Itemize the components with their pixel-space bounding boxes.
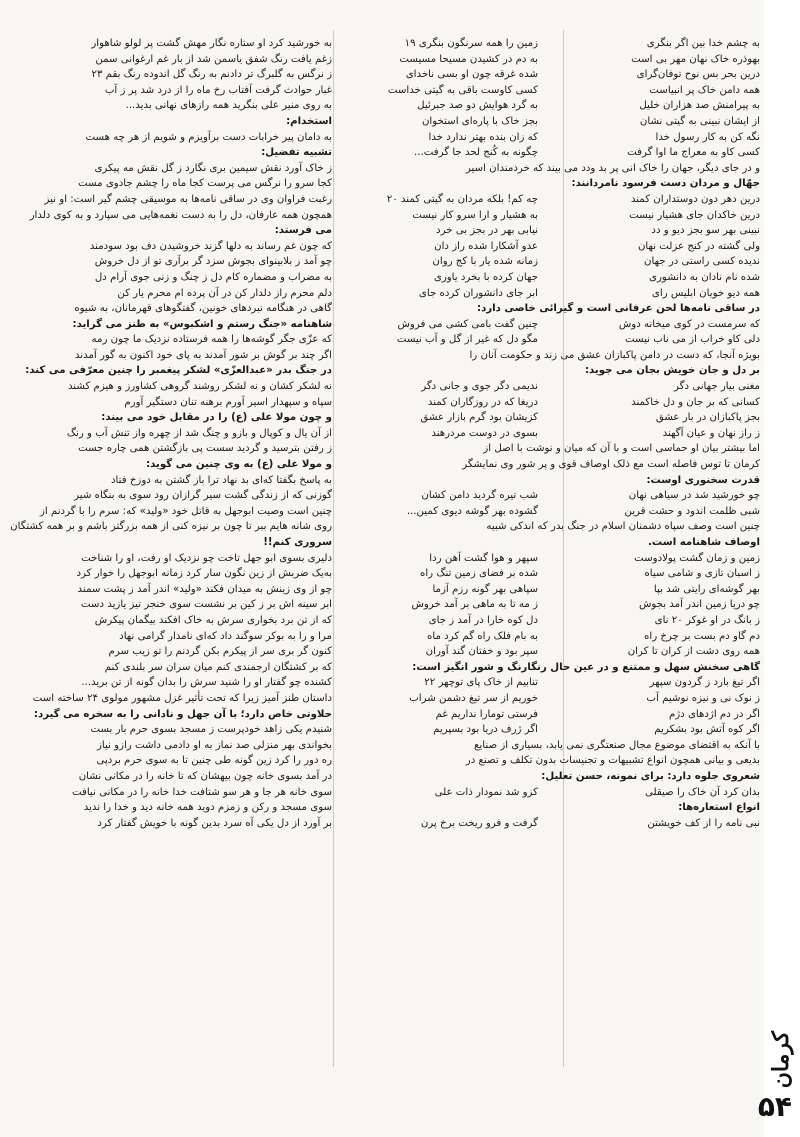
- text-line: بدیعی و بیانی همچون انواع تشبیهات و تجنیسات بدون تکلف و تصنع در: [465, 755, 760, 767]
- text-line: بدان کرد آن خاک را صیقلی: [644, 786, 760, 798]
- text-line: [338, 457, 538, 473]
- text-line: دلیری بسوی ابو جهل تاخت چو نزدیک او رفت، او را شناخت: [81, 552, 332, 564]
- text-column-middle: [338, 36, 538, 1077]
- text-line: خوریم از سر تیغ دشمن شراب: [409, 692, 538, 704]
- text-line: سپهر و هوا گشت آهن ردا: [429, 552, 538, 564]
- text-line: چه کم! بلکه مردان به گیتی کمند ۲۰: [386, 193, 538, 205]
- text-line: کسانی که بر جان و دل خاکمند: [631, 396, 760, 408]
- text-line: زغم یافت رنگ شفق یاسمن شد از بار غم ارغوانی سمن: [95, 53, 332, 65]
- text-line: چو دریا زمین اندر آمد بجوش: [638, 599, 760, 611]
- text-line: [338, 441, 538, 457]
- text-line: بجز خاک با پاره‌ای استخوان: [421, 115, 538, 127]
- text-line: انواع استعاره‌ها:: [678, 802, 760, 814]
- text-line: چنین است وصف سپاه دشمنان اسلام در جنگ بدر که اندکی شبیه: [486, 521, 760, 533]
- text-line: [338, 660, 538, 676]
- text-line: از ایشان نبینی به گیتی نشان: [639, 115, 760, 127]
- column-divider: [563, 30, 564, 1067]
- text-line: سروری کنم!!: [263, 537, 332, 548]
- text-line: همچون همه عارفان، دل را به دست نغمه‌هایی می سپارد و به کوی دلدار: [29, 209, 332, 221]
- text-line: چگونه به کُنج لحد جا گرفت...: [414, 147, 538, 159]
- text-line: کزو شد نمودار ذات علی: [434, 786, 538, 798]
- text-line: چو آمد ز بلابینوای بجوش سزد گر برآری تو از دل خروش: [94, 256, 332, 268]
- text-line: و مولا علی (ع) به وی چنین می گوید:: [146, 459, 332, 471]
- text-line: ابر جای دانشوران کرده جای: [418, 287, 538, 299]
- text-line: گوزنی که از زندگی گشت سیر گرازان رود سوی به بنگاه شیر: [74, 490, 332, 502]
- text-line: دم گاو دم بست بر چرخ راه: [644, 630, 760, 642]
- text-line: ز خاک آورد نقش سیمین بری نگارد ز گل نقش مه پیکری: [94, 162, 332, 174]
- text-line: از آن یال و کوپال و بازو و چنگ شد از چهره واز تنش آب و رنگ: [66, 427, 332, 439]
- text-line: [338, 161, 538, 177]
- text-line: داستان طنز آمیز زیرا که تحت تأثیر غزل مشهور مولوی ۲۴ ساخته است: [32, 692, 332, 704]
- text-line: بهوذره خاک نهان مهر بی است: [631, 53, 760, 65]
- text-line: دل کوه خارا در آمد ز جای: [428, 614, 538, 626]
- text-line: به‌یک ضربش از زین نگون سار کرد زمانه ابوجهل را خوار کرد: [76, 568, 332, 580]
- text-line: درین خاکدان جای هشیار نیست: [629, 209, 760, 221]
- text-line: سوی مسجد و رکن و زمزم دوید همه خانه دید و خدا را ندید: [83, 802, 332, 814]
- text-line: شب تیره گردید دامن کشان: [421, 490, 538, 502]
- text-line: و در جای دیگر، جهان را خاک انی پر بد ودد می بیند که خردمندان اسیر: [465, 162, 760, 174]
- text-line: به هشیار و ارا سرو کار نیست: [412, 209, 538, 221]
- text-column-left: [10, 36, 332, 1077]
- page-number: ۵۴: [757, 1090, 792, 1123]
- text-line: و چون مولا علی (ع) را در مقابل خود می بیند:: [101, 412, 332, 424]
- text-line: گرفت و فرو ریخت برخ پرن: [420, 817, 538, 829]
- text-line: شعروی جلوه دارد: برای نمونه، حسن تعلیل:: [541, 770, 760, 782]
- column-divider: [333, 30, 334, 1067]
- text-line: دلم محرم راز دلدار کن در آن پرده ام محرم یار کن: [117, 287, 332, 299]
- text-line: در آمد بسوی خانه چون بیهشان که تا خانه را در مکانی نشان: [78, 770, 332, 782]
- text-line: به خورشید کرد او ستاره نگار مهش گشت پر لولو شاهوار: [91, 38, 332, 49]
- text-line: کزیشان بود گرم بازار عشق: [420, 412, 538, 424]
- text-line: [338, 519, 538, 535]
- text-line: نگه کن به کار رسول خدا: [655, 131, 760, 143]
- text-line: شده غرقه چون او بسی ناخدای: [405, 69, 538, 81]
- text-line: کرمان تا توس فاصله است مع ذلک اوصاف قوی و پر شور وی نمایشگر: [462, 459, 760, 471]
- text-line: به دامان پیر خرابات دست برآویزم و شویم از هر چه هست: [85, 131, 332, 143]
- text-line: که عزّی جگر گوشه‌ها را همه فرستاده نزدیک ما چون رمه: [91, 334, 332, 346]
- text-line: در ساقی نامه‌ها لحن عرفانی است و گیرائی خاصی دارد:: [477, 303, 760, 315]
- text-line: به پاسخ بگفتا که‌ای بد نهاد ترا باز گشتن به دوزخ فتاد: [111, 474, 332, 486]
- text-line: نه لشکر کشان و نه لشکر روشند گروهی کشاورز و هیزم کشند: [67, 381, 332, 393]
- text-line: [338, 301, 538, 317]
- text-line: شده نام نادان به دانشوری: [649, 271, 760, 283]
- text-line: [338, 348, 538, 364]
- text-line: ندیده کسی راستی در جهان: [644, 256, 760, 268]
- text-line: اگر چند بر گوش بر شور آمدند به پای خود اکنون به گور آمدند: [74, 349, 332, 361]
- text-line: دریغا که در روزگاران کمند: [427, 396, 538, 408]
- text-line: که بر کشتگان ارجمندی کنم میان سران سر بلندی کنم: [104, 661, 332, 673]
- text-line: [338, 535, 538, 551]
- text-line: چو خورشید شد در سیاهی نهان: [628, 490, 760, 502]
- text-line: اگر تیغ بارد ز گردون سپهر: [649, 677, 760, 689]
- text-line: گاهی سخنش سهل و ممتنع و در عین حال رنگارنگ و شور انگیز است:: [412, 661, 760, 673]
- text-line: نبی نامه را از کف خویشتن: [647, 817, 760, 829]
- text-line: اگر ژرف دریا بود بسپریم: [433, 724, 538, 736]
- text-line: کسی کاوست باقی به گیتی خداست: [387, 84, 538, 96]
- text-line: ره دور را کرد زین گونه طی چنین تا به سوی حرم بردپی: [96, 755, 332, 767]
- text-line: [338, 176, 538, 192]
- text-line: بر دل و جان خویش بجان می جوید:: [584, 365, 760, 377]
- text-line: به بام فلک راه گم کرد ماه: [427, 630, 538, 642]
- text-line: ز راز نهان و عیان آگهند: [662, 427, 760, 439]
- text-line: همه دامن خاک پر انبیاست: [649, 84, 760, 96]
- text-line: به پیرامنش صد هزاران خلیل: [639, 100, 760, 112]
- side-bar: [764, 0, 800, 1137]
- text-line: بخواندی بهر منزلی صد نماز به او دادمی داشت رازو نیاز: [96, 739, 332, 751]
- text-line: جهّال و مردان دست فرسود نامردانند:: [571, 178, 760, 190]
- text-line: بسوی در دوست مردرهند: [431, 427, 538, 439]
- text-line: درین بحر بس نوح توفان‌گرای: [636, 69, 760, 81]
- text-line: ندیمی دگر جوی و جانی دگر: [421, 381, 538, 393]
- text-line: به گرد هوایش دو صد جبرئیل: [417, 100, 538, 112]
- text-line: ولی گشته در کنج عزلت نهان: [637, 240, 760, 252]
- text-line: شنیدم یکی زاهد خودپرست ز مسجد بسوی حرم بار بست: [90, 724, 332, 736]
- text-line: سپاهی بهر گونه رزم آزما: [432, 583, 538, 595]
- text-line: چو از وی زینش به میدان فکند «ولید» اندر آمد ز پشت سمند: [77, 583, 332, 595]
- text-line: سوی خانه هر جا و هر سو شتافت خدا خانه را در مکانی نیافت: [71, 786, 332, 798]
- text-line: تنابیم از خاک پای توچهر ۲۲: [424, 677, 538, 689]
- text-line: [338, 753, 538, 769]
- text-line: اما بیشتر بیان او حماسی است و با آن که میان و نوشت با اصل از: [483, 443, 760, 455]
- text-line: بر آورد از دل یکی آه سرد بدین گونه با خویش گفتار کرد: [97, 817, 332, 829]
- text-line: شبی ظلمت اندود و حشت قرین: [624, 505, 760, 517]
- text-line: اوصاف شاهنامه است.: [648, 537, 760, 548]
- text-line: ابر سینه اش بر ز کین بر نشست سوی خنجر تیز یازید دست: [80, 599, 332, 611]
- text-line: استخدام:: [286, 115, 332, 127]
- text-line: [338, 800, 538, 816]
- text-line: شده بر فضای زمین تنگ راه: [420, 568, 538, 580]
- text-line: بجز پاکبازان در بار عشق: [655, 412, 760, 424]
- text-line: که چون غم رساند به دلها گزند خروشیدن دف بود سودمند: [89, 240, 332, 252]
- text-line: مغنی بیار جهانی دگر: [673, 381, 760, 393]
- text-line: روی شانه هایم ببر تا چون بر نیزه کنی از همه بزرگتر باشم و بر همه کشتگان: [10, 521, 332, 533]
- text-line: به مضراب و مضماره کام دل ز چنگ و زنی جوی آرام دل: [94, 271, 332, 283]
- text-line: بویژه آنجا، که دست در دامن پاکبازان عشق می زند و حکومت آنان را: [469, 349, 760, 361]
- text-line: کنون گر بری سر از پیکرم بکن گردنم را تو زیب سرم: [108, 646, 332, 658]
- text-line: زمانه شده یار با کج روان: [432, 256, 538, 268]
- text-line: که از تن برد بخواری سرش به خاک افکند بیگمان پیکرش: [94, 614, 332, 626]
- text-line: زمین را همه سرنگون بنگری ۱۹: [404, 38, 538, 49]
- text-line: اگر در دم اژدهای دژم: [668, 708, 760, 720]
- text-line: دلی کاو خراب از می ناب نیست: [624, 334, 760, 346]
- text-line: فرستی تومارا نداریم غم: [435, 708, 538, 720]
- text-line: تشبیه تفضیل:: [261, 147, 332, 159]
- text-line: همه دیو خویان ابلیس رای: [651, 287, 760, 299]
- text-line: می فرستد:: [274, 225, 332, 237]
- text-line: ز رفتن بترسید و گردید سست پی بازگشتن همی چاره جست: [78, 443, 332, 455]
- text-line: گاهی در هنگامه نبردهای خونین، گفتگوهای قهرمانان، به شیوه: [74, 303, 332, 315]
- text-line: کجا سرو را نرگس می پرست کجا ماه را چشم جادوی مست: [78, 178, 332, 190]
- text-line: شاهنامه «جنگ رستم و اشکبوس» به طنز می گراید:: [72, 318, 332, 330]
- text-line: چنین گفت بامی کشی می فروش: [397, 318, 538, 330]
- text-line: قدرت سخنوری اوست:: [646, 474, 760, 486]
- text-line: به روی منیر علی بنگرید همه رازهای نهانی بدید...: [125, 100, 332, 112]
- text-line: مرا و را به بوکر سوگند داد که‌ای نامدار گرامی نهاد: [119, 630, 332, 642]
- text-line: که زان بنده بهتر ندارد خدا: [428, 131, 538, 143]
- text-line: درین دهر دون دوستداران کمند: [630, 193, 760, 205]
- text-line: ز اسبان تازی و شامی سیاه: [644, 568, 760, 580]
- text-line: مگو دل که غیر از گل و آب نیست: [396, 334, 538, 346]
- text-line: [338, 769, 538, 785]
- text-line: نبینی بهر سو بجز دیو و دد: [651, 225, 760, 237]
- text-line: غبار حوادث گرفت آفتاب رخ ماه را از درد شد پر ز آب: [104, 84, 332, 96]
- text-line: [338, 738, 538, 754]
- text-line: گشوده بهر گوشه دیوی کمین...: [406, 505, 538, 517]
- text-line: ز بانگ در او غوکر ۲۰ نای: [654, 614, 760, 626]
- text-line: سپر بود و خفتان گند آوران: [425, 646, 538, 658]
- text-line: کشنده چو گفتار او را شنید سرش را بدان گونه از تن برید...: [81, 677, 332, 689]
- text-line: جهان کرده با بخرد یاوری: [433, 271, 538, 283]
- text-line: ز نوک نی و نیزه نوشیم آب: [646, 692, 760, 704]
- text-line: اگر کوه آتش بود بشکریم: [654, 724, 760, 736]
- text-line: زمین و زمان گشت پولادوست: [634, 552, 760, 564]
- text-line: حلاوتی خاص دارد؛ با آن جهل و نادانی را به سخره می گیرد:: [33, 708, 332, 720]
- text-line: که سرمست در کوی میخانه دوش: [618, 318, 760, 330]
- text-line: [338, 473, 538, 489]
- text-line: ز مه تا به ماهی بر آمد خروش: [411, 599, 538, 611]
- text-line: چنین است وصیت ابوجهل به قاتل خود «ولید» که: سرم را با گردنم از: [39, 505, 332, 517]
- text-line: همه روی دشت از کران تا کران: [627, 646, 760, 658]
- text-line: به دم در کشیدن مسیحا مسیست: [399, 53, 538, 65]
- text-line: نیابی بهر در بجز بی خرد: [436, 225, 538, 237]
- text-line: ز نرگس به گلبرگ تر دادنم به رنگ گل اندوده رنگ بقم ۲۳: [91, 69, 332, 81]
- text-line: با آنکه به اقتضای موضوع مجال صنعتگری نمی یابد، بسیاری از صنایع: [474, 739, 760, 751]
- text-line: در جنگ بدر «عبدالعزّی» لشکر پیغمبر را چنین معرّفی می کند:: [25, 365, 332, 377]
- text-line: عدو آشکارا شده راز دان: [434, 240, 538, 252]
- text-line: به چشم خدا بین اگر بنگری: [646, 38, 760, 49]
- text-line: [338, 363, 538, 379]
- text-line: رغبت فراوان وی در ساقی نامه‌ها به موسیقی چشم گیر است: او نیز: [44, 193, 332, 205]
- text-line: کسی کاو به معراج ما اوا گرفت: [627, 147, 760, 159]
- text-line: سپاه و سپهدار اسیر آورم برهنه تنان دستگیر آورم: [124, 396, 332, 408]
- text-line: بهر گوشه‌ای رایتی شد بپا: [653, 583, 760, 595]
- magazine-logo-text: کرمان: [768, 1031, 794, 1089]
